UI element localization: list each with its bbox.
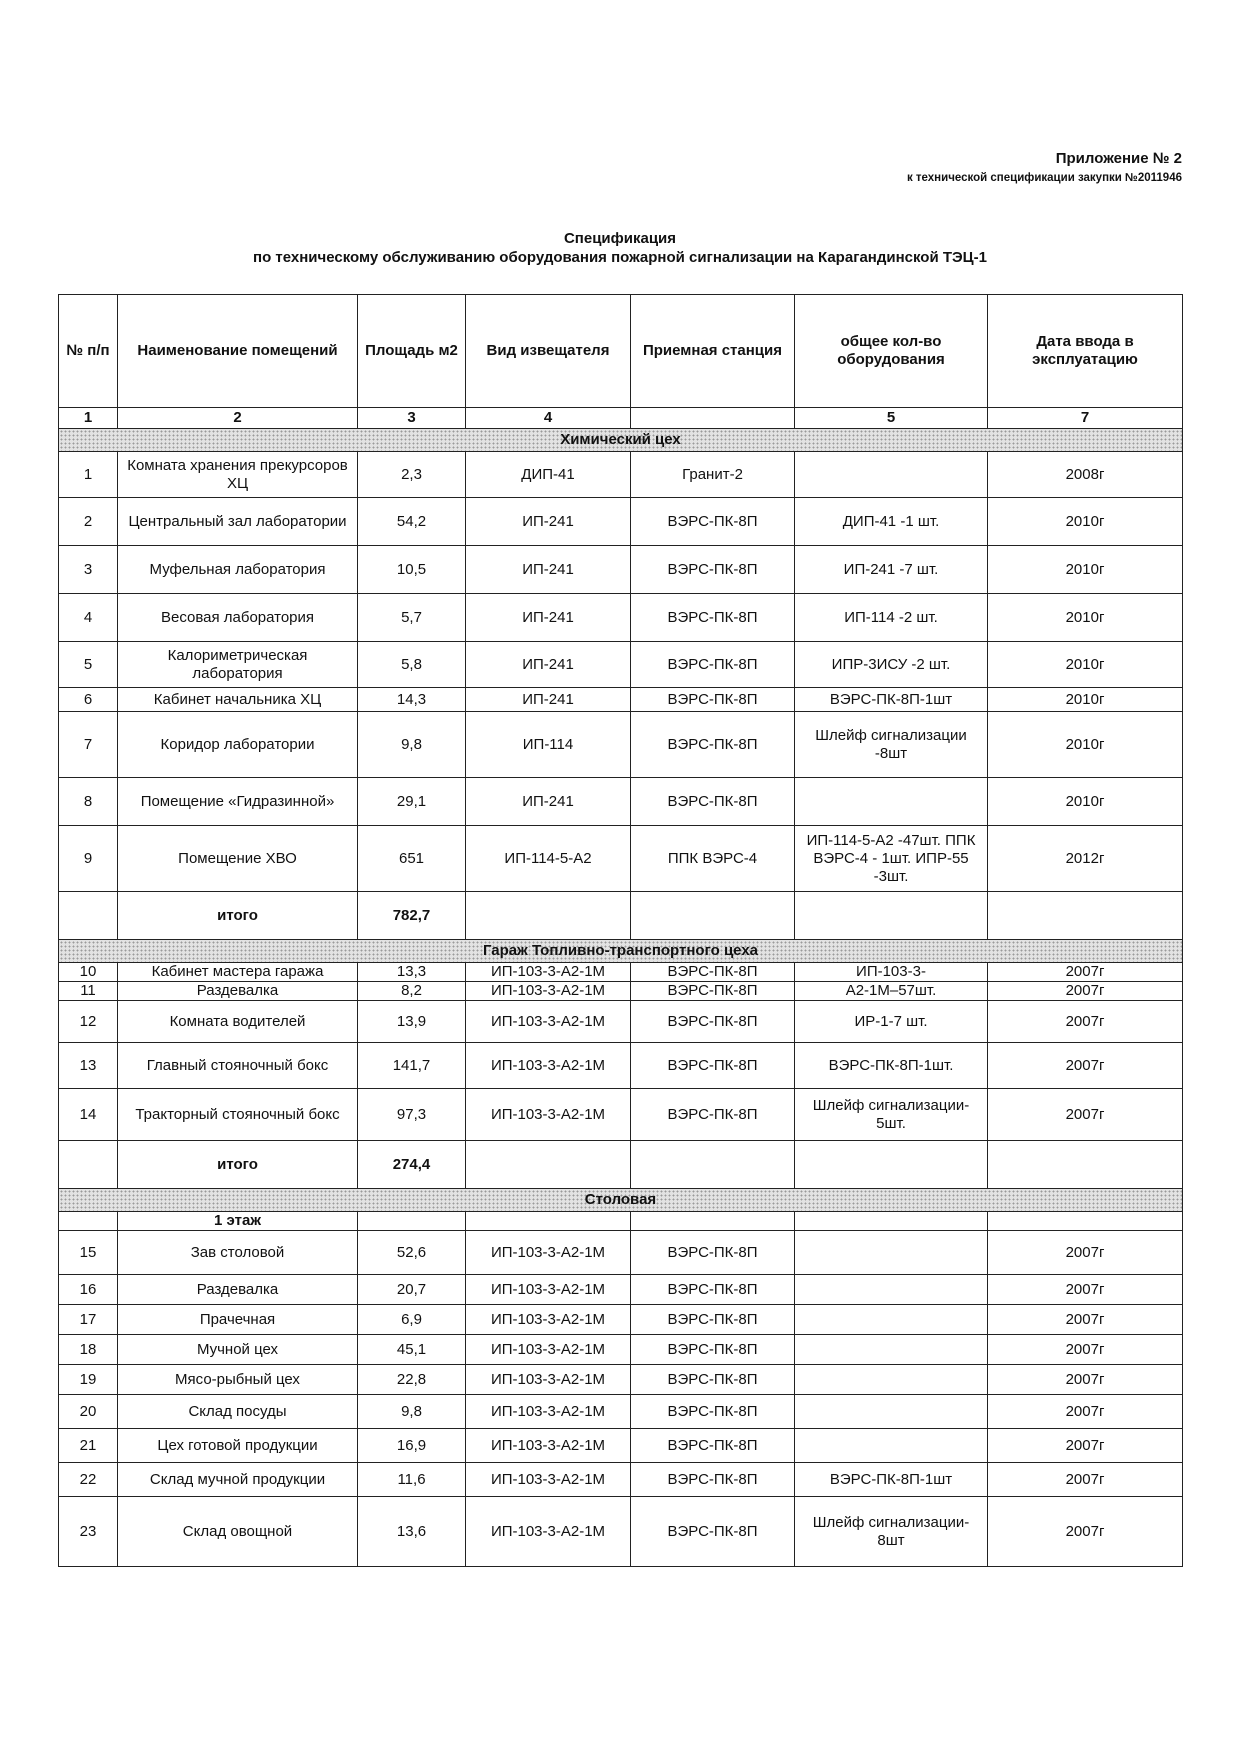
table-row xyxy=(59,594,1183,642)
header-area: Площадь м2 xyxy=(358,295,466,408)
column-number: 1 xyxy=(59,408,118,429)
area-value: 22,8 xyxy=(358,1365,466,1395)
receiving-station: ВЭРС-ПК-8П xyxy=(631,498,795,546)
floor-row xyxy=(59,1212,1183,1231)
table-row xyxy=(59,1305,1183,1335)
row-number: 22 xyxy=(59,1463,118,1497)
row-number: 10 xyxy=(59,963,118,982)
area-value: 9,8 xyxy=(358,712,466,778)
room-name: Кабинет мастера гаража xyxy=(118,963,358,982)
equipment-note: ДИП-41 -1 шт. xyxy=(795,498,988,546)
table-row xyxy=(59,963,1183,982)
detector-type: ИП-103-3-А2-1М xyxy=(466,1231,631,1275)
equipment-note xyxy=(795,1365,988,1395)
area-value: 16,9 xyxy=(358,1429,466,1463)
room-name: Комната хранения прекурсоров ХЦ xyxy=(118,452,358,498)
detector-type: ИП-103-3-А2-1М xyxy=(466,1043,631,1089)
section-title: Столовая xyxy=(584,1191,657,1208)
table-row xyxy=(59,1089,1183,1141)
room-name: Прачечная xyxy=(118,1305,358,1335)
row-number: 2 xyxy=(59,498,118,546)
detector-type: ИП-103-3-А2-1М xyxy=(466,1365,631,1395)
commission-date: 2007г xyxy=(988,1043,1183,1089)
equipment-note: ВЭРС-ПК-8П-1шт xyxy=(795,688,988,712)
total-value: 782,7 xyxy=(358,892,466,940)
receiving-station: ВЭРС-ПК-8П xyxy=(631,982,795,1001)
area-value: 54,2 xyxy=(358,498,466,546)
section-row xyxy=(59,429,1183,452)
receiving-station: ВЭРС-ПК-8П xyxy=(631,1365,795,1395)
room-name: Цех готовой продукции xyxy=(118,1429,358,1463)
title-line-1: Спецификация xyxy=(563,230,677,247)
room-name: Кабинет начальника ХЦ xyxy=(118,688,358,712)
area-value: 651 xyxy=(358,826,466,892)
header-room-name: Наименование помещений xyxy=(118,295,358,408)
area-value: 10,5 xyxy=(358,546,466,594)
header-commission-date: Дата ввода в эксплуатацию xyxy=(988,295,1183,408)
specification-table xyxy=(58,294,1183,1567)
equipment-note: ВЭРС-ПК-8П-1шт. xyxy=(795,1043,988,1089)
header-equipment-count: общее кол-во оборудования xyxy=(795,295,988,408)
receiving-station: ВЭРС-ПК-8П xyxy=(631,688,795,712)
receiving-station: ВЭРС-ПК-8П xyxy=(631,1395,795,1429)
receiving-station: ВЭРС-ПК-8П xyxy=(631,1089,795,1141)
area-value: 11,6 xyxy=(358,1463,466,1497)
commission-date: 2010г xyxy=(988,688,1183,712)
table-row xyxy=(59,546,1183,594)
commission-date: 2007г xyxy=(988,1365,1183,1395)
column-number: 5 xyxy=(795,408,988,429)
room-name: Калориметрическая лаборатория xyxy=(118,642,358,688)
row-number: 13 xyxy=(59,1043,118,1089)
equipment-note xyxy=(795,1335,988,1365)
table-row xyxy=(59,982,1183,1001)
equipment-note xyxy=(795,1395,988,1429)
commission-date: 2007г xyxy=(988,1463,1183,1497)
table-row xyxy=(59,1043,1183,1089)
receiving-station: Гранит-2 xyxy=(631,452,795,498)
detector-type: ИП-241 xyxy=(466,546,631,594)
equipment-note: ИП-114 -2 шт. xyxy=(795,594,988,642)
appendix-number: Приложение № 2 xyxy=(1055,150,1182,167)
row-number: 3 xyxy=(59,546,118,594)
commission-date: 2007г xyxy=(988,982,1183,1001)
area-value: 29,1 xyxy=(358,778,466,826)
commission-date: 2007г xyxy=(988,1335,1183,1365)
receiving-station: ВЭРС-ПК-8П xyxy=(631,778,795,826)
header-receiving-station: Приемная станция xyxy=(631,295,795,408)
room-name: Склад посуды xyxy=(118,1395,358,1429)
detector-type: ИП-103-3-А2-1М xyxy=(466,1429,631,1463)
receiving-station: ППК ВЭРС-4 xyxy=(631,826,795,892)
equipment-note xyxy=(795,1275,988,1305)
detector-type: ИП-103-3-А2-1М xyxy=(466,1335,631,1365)
row-number: 23 xyxy=(59,1497,118,1567)
row-number: 20 xyxy=(59,1395,118,1429)
area-value: 20,7 xyxy=(358,1275,466,1305)
detector-type: ИП-103-3-А2-1М xyxy=(466,1305,631,1335)
row-number: 14 xyxy=(59,1089,118,1141)
table-row xyxy=(59,712,1183,778)
room-name: Тракторный стояночный бокс xyxy=(118,1089,358,1141)
area-value: 5,8 xyxy=(358,642,466,688)
room-name: Весовая лаборатория xyxy=(118,594,358,642)
detector-type: ИП-103-3-А2-1М xyxy=(466,1395,631,1429)
table-row xyxy=(59,498,1183,546)
area-value: 13,3 xyxy=(358,963,466,982)
commission-date: 2012г xyxy=(988,826,1183,892)
detector-type: ДИП-41 xyxy=(466,452,631,498)
appendix-header xyxy=(907,150,1182,184)
room-name: Главный стояночный бокс xyxy=(118,1043,358,1089)
row-number: 6 xyxy=(59,688,118,712)
receiving-station: ВЭРС-ПК-8П xyxy=(631,594,795,642)
commission-date: 2010г xyxy=(988,594,1183,642)
floor-label: 1 этаж xyxy=(118,1212,358,1231)
area-value: 13,6 xyxy=(358,1497,466,1567)
area-value: 14,3 xyxy=(358,688,466,712)
total-label: итого xyxy=(118,892,358,940)
row-number: 12 xyxy=(59,1001,118,1043)
commission-date: 2010г xyxy=(988,712,1183,778)
room-name: Центральный зал лаборатории xyxy=(118,498,358,546)
section-row xyxy=(59,940,1183,963)
receiving-station: ВЭРС-ПК-8П xyxy=(631,1335,795,1365)
room-name: Помещение «Гидразинной» xyxy=(118,778,358,826)
area-value: 8,2 xyxy=(358,982,466,1001)
commission-date: 2007г xyxy=(988,1497,1183,1567)
total-row xyxy=(59,1141,1183,1189)
detector-type: ИП-114-5-А2 xyxy=(466,826,631,892)
appendix-subtitle: к технической спецификации закупки №2011946 xyxy=(906,172,1182,184)
detector-type: ИП-103-3-А2-1М xyxy=(466,982,631,1001)
receiving-station: ВЭРС-ПК-8П xyxy=(631,1463,795,1497)
header-row xyxy=(59,295,1183,408)
room-name: Коридор лаборатории xyxy=(118,712,358,778)
section-row xyxy=(59,1189,1183,1212)
row-number: 9 xyxy=(59,826,118,892)
commission-date: 2010г xyxy=(988,498,1183,546)
commission-date: 2010г xyxy=(988,778,1183,826)
detector-type: ИП-241 xyxy=(466,642,631,688)
equipment-note: ИП-114-5-А2 -47шт. ППК ВЭРС-4 - 1шт. ИПР-55 -3шт. xyxy=(795,826,988,892)
column-number-row xyxy=(59,408,1183,429)
table-row xyxy=(59,1275,1183,1305)
commission-date: 2007г xyxy=(988,1275,1183,1305)
row-number: 16 xyxy=(59,1275,118,1305)
equipment-note: ИП-241 -7 шт. xyxy=(795,546,988,594)
room-name: Раздевалка xyxy=(118,1275,358,1305)
total-value: 274,4 xyxy=(358,1141,466,1189)
title-line-2: по техническому обслуживанию оборудования пожарной сигнализации на Карагандинской ТЭЦ-1 xyxy=(253,249,987,266)
area-value: 2,3 xyxy=(358,452,466,498)
header-number: № п/п xyxy=(59,295,118,408)
equipment-note: ИПР-3ИСУ -2 шт. xyxy=(795,642,988,688)
commission-date: 2007г xyxy=(988,1231,1183,1275)
section-title: Химический цех xyxy=(560,431,681,448)
table-row xyxy=(59,452,1183,498)
row-number: 5 xyxy=(59,642,118,688)
room-name: Зав столовой xyxy=(118,1231,358,1275)
area-value: 45,1 xyxy=(358,1335,466,1365)
equipment-note: ИР-1-7 шт. xyxy=(795,1001,988,1043)
row-number: 7 xyxy=(59,712,118,778)
commission-date: 2010г xyxy=(988,642,1183,688)
commission-date: 2007г xyxy=(988,1395,1183,1429)
equipment-note: ВЭРС-ПК-8П-1шт xyxy=(795,1463,988,1497)
table-row xyxy=(59,778,1183,826)
equipment-note xyxy=(795,1429,988,1463)
commission-date: 2007г xyxy=(988,1089,1183,1141)
receiving-station: ВЭРС-ПК-8П xyxy=(631,712,795,778)
total-label: итого xyxy=(118,1141,358,1189)
detector-type: ИП-241 xyxy=(466,594,631,642)
column-number xyxy=(631,408,795,429)
area-value: 97,3 xyxy=(358,1089,466,1141)
table-row xyxy=(59,642,1183,688)
table-row xyxy=(59,688,1183,712)
room-name: Склад овощной xyxy=(118,1497,358,1567)
detector-type: ИП-103-3-А2-1М xyxy=(466,963,631,982)
table-row xyxy=(59,1365,1183,1395)
table-row xyxy=(59,1497,1183,1567)
row-number: 18 xyxy=(59,1335,118,1365)
receiving-station: ВЭРС-ПК-8П xyxy=(631,1275,795,1305)
table-row xyxy=(59,1335,1183,1365)
row-number: 4 xyxy=(59,594,118,642)
table-row xyxy=(59,826,1183,892)
commission-date: 2007г xyxy=(988,1001,1183,1043)
receiving-station: ВЭРС-ПК-8П xyxy=(631,963,795,982)
commission-date: 2007г xyxy=(988,963,1183,982)
receiving-station: ВЭРС-ПК-8П xyxy=(631,1001,795,1043)
row-number: 11 xyxy=(59,982,118,1001)
table-row xyxy=(59,1463,1183,1497)
column-number: 3 xyxy=(358,408,466,429)
room-name: Мучной цех xyxy=(118,1335,358,1365)
receiving-station: ВЭРС-ПК-8П xyxy=(631,642,795,688)
equipment-note: ИП-103-3- xyxy=(795,963,988,982)
receiving-station: ВЭРС-ПК-8П xyxy=(631,1231,795,1275)
column-number: 7 xyxy=(988,408,1183,429)
receiving-station: ВЭРС-ПК-8П xyxy=(631,546,795,594)
row-number: 8 xyxy=(59,778,118,826)
detector-type: ИП-241 xyxy=(466,498,631,546)
table-row xyxy=(59,1231,1183,1275)
row-number: 15 xyxy=(59,1231,118,1275)
commission-date: 2008г xyxy=(988,452,1183,498)
area-value: 52,6 xyxy=(358,1231,466,1275)
document-title xyxy=(0,230,1240,266)
area-value: 5,7 xyxy=(358,594,466,642)
room-name: Комната водителей xyxy=(118,1001,358,1043)
detector-type: ИП-103-3-А2-1М xyxy=(466,1001,631,1043)
equipment-note xyxy=(795,1231,988,1275)
equipment-note: Шлейф сигнализации- 5шт. xyxy=(795,1089,988,1141)
column-number: 2 xyxy=(118,408,358,429)
equipment-note: А2-1М–57шт. xyxy=(795,982,988,1001)
equipment-note xyxy=(795,778,988,826)
room-name: Муфельная лаборатория xyxy=(118,546,358,594)
commission-date: 2007г xyxy=(988,1429,1183,1463)
equipment-note: Шлейф сигнализации -8шт xyxy=(795,712,988,778)
row-number: 21 xyxy=(59,1429,118,1463)
area-value: 6,9 xyxy=(358,1305,466,1335)
detector-type: ИП-103-3-А2-1М xyxy=(466,1275,631,1305)
commission-date: 2010г xyxy=(988,546,1183,594)
detector-type: ИП-103-3-А2-1М xyxy=(466,1089,631,1141)
header-detector-type: Вид извещателя xyxy=(466,295,631,408)
receiving-station: ВЭРС-ПК-8П xyxy=(631,1043,795,1089)
table-row xyxy=(59,1429,1183,1463)
column-number: 4 xyxy=(466,408,631,429)
detector-type: ИП-114 xyxy=(466,712,631,778)
row-number: 1 xyxy=(59,452,118,498)
room-name: Помещение ХВО xyxy=(118,826,358,892)
room-name: Мясо-рыбный цех xyxy=(118,1365,358,1395)
equipment-note xyxy=(795,452,988,498)
detector-type: ИП-103-3-А2-1М xyxy=(466,1463,631,1497)
row-number: 19 xyxy=(59,1365,118,1395)
total-row xyxy=(59,892,1183,940)
room-name: Раздевалка xyxy=(118,982,358,1001)
commission-date: 2007г xyxy=(988,1305,1183,1335)
area-value: 9,8 xyxy=(358,1395,466,1429)
receiving-station: ВЭРС-ПК-8П xyxy=(631,1305,795,1335)
row-number: 17 xyxy=(59,1305,118,1335)
section-title: Гараж Топливно-транспортного цеха xyxy=(482,942,759,959)
table-row xyxy=(59,1395,1183,1429)
table-row xyxy=(59,1001,1183,1043)
detector-type: ИП-103-3-А2-1М xyxy=(466,1497,631,1567)
equipment-note: Шлейф сигнализации- 8шт xyxy=(795,1497,988,1567)
equipment-note xyxy=(795,1305,988,1335)
receiving-station: ВЭРС-ПК-8П xyxy=(631,1429,795,1463)
receiving-station: ВЭРС-ПК-8П xyxy=(631,1497,795,1567)
area-value: 13,9 xyxy=(358,1001,466,1043)
room-name: Склад мучной продукции xyxy=(118,1463,358,1497)
area-value: 141,7 xyxy=(358,1043,466,1089)
detector-type: ИП-241 xyxy=(466,688,631,712)
detector-type: ИП-241 xyxy=(466,778,631,826)
